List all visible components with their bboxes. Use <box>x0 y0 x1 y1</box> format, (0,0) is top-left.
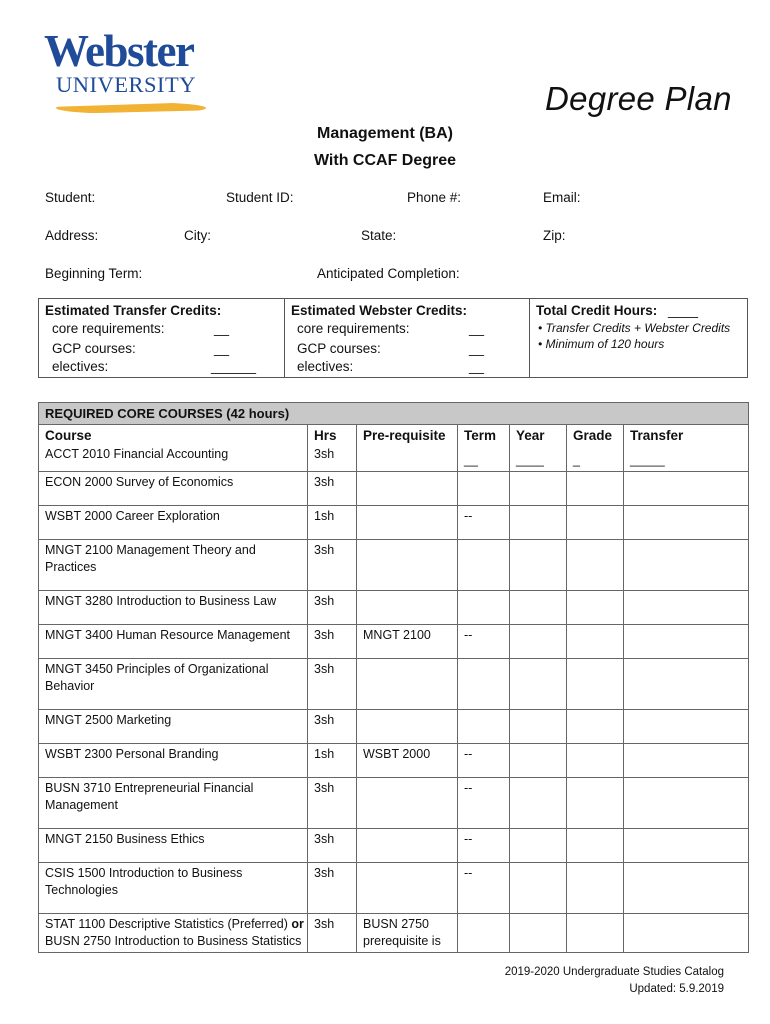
cell-term[interactable] <box>458 591 510 625</box>
cell-course: MNGT 2100 Management Theory and Practices <box>39 540 308 591</box>
cell-grade[interactable] <box>567 710 624 744</box>
cell-year[interactable] <box>510 829 567 863</box>
document-title: Degree Plan <box>545 80 732 117</box>
cell-year[interactable] <box>510 540 567 591</box>
webster-gcp-blank: __ <box>469 341 485 356</box>
table-row <box>39 744 749 778</box>
beginning-term-field-label: Beginning Term: <box>45 266 143 281</box>
cell-term[interactable]: __ <box>458 446 510 472</box>
total-bullet-text: Minimum of 120 hours <box>545 337 665 351</box>
cell-grade[interactable] <box>567 472 624 506</box>
cell-term[interactable] <box>458 710 510 744</box>
course-option-b: BUSN 2750 Introduction to Business Statistics <box>45 934 302 948</box>
column-header-transfer: Transfer <box>624 425 749 447</box>
cell-transfer[interactable] <box>624 710 749 744</box>
total-credit-hours-blank: ____ <box>668 303 699 318</box>
cell-transfer[interactable] <box>624 506 749 540</box>
column-header-prereq: Pre-requisite <box>357 425 458 447</box>
cell-course: ECON 2000 Survey of Economics <box>39 472 308 506</box>
table-row <box>39 625 749 659</box>
updated-footer: Updated: 5.9.2019 <box>629 983 724 995</box>
table-row <box>39 914 749 953</box>
cell-prereq <box>357 829 458 863</box>
bullet-icon: • <box>538 321 546 335</box>
core-courses-table <box>38 402 749 953</box>
cell-hrs: 3sh <box>308 591 357 625</box>
cell-course: MNGT 2150 Business Ethics <box>39 829 308 863</box>
cell-transfer[interactable] <box>624 472 749 506</box>
table-row <box>39 472 749 506</box>
cell-year[interactable] <box>510 472 567 506</box>
cell-year[interactable] <box>510 591 567 625</box>
cell-year[interactable] <box>510 863 567 914</box>
program-subtitle: With CCAF Degree <box>313 152 457 169</box>
logo-wordmark: Webster <box>44 26 194 76</box>
cell-grade[interactable] <box>567 659 624 710</box>
cell-year[interactable] <box>510 659 567 710</box>
address-field-label: Address: <box>45 228 99 243</box>
column-header-hrs: Hrs <box>308 425 357 447</box>
cell-course: WSBT 2000 Career Exploration <box>39 506 308 540</box>
city-field-label: City: <box>184 228 211 243</box>
logo-subtitle: UNIVERSITY <box>56 72 196 97</box>
cell-grade[interactable] <box>567 863 624 914</box>
logo-swoosh-icon <box>56 102 206 114</box>
core-courses-title-row <box>39 403 749 425</box>
webster-logo <box>44 28 214 96</box>
cell-course: MNGT 3450 Principles of Organizational Behavior <box>39 659 308 710</box>
total-bullet-item <box>538 321 730 335</box>
transfer-credits-section <box>39 299 284 377</box>
cell-transfer[interactable] <box>624 778 749 829</box>
cell-grade[interactable] <box>567 778 624 829</box>
credits-summary-box <box>38 298 748 378</box>
cell-hrs: 3sh <box>308 778 357 829</box>
cell-prereq: WSBT 2000 <box>357 744 458 778</box>
transfer-electives-blank: ______ <box>211 359 257 374</box>
cell-course: WSBT 2300 Personal Branding <box>39 744 308 778</box>
table-row <box>39 659 749 710</box>
course-option-a: STAT 1100 Descriptive Statistics (Preferred) <box>45 917 288 931</box>
cell-prereq <box>357 659 458 710</box>
cell-transfer[interactable] <box>624 659 749 710</box>
cell-prereq <box>357 540 458 591</box>
cell-transfer[interactable] <box>624 625 749 659</box>
cell-grade[interactable] <box>567 506 624 540</box>
cell-course <box>39 914 308 953</box>
email-field-label: Email: <box>543 190 581 205</box>
column-header-term: Term <box>458 425 510 447</box>
cell-term[interactable]: -- <box>458 625 510 659</box>
cell-year[interactable] <box>510 710 567 744</box>
table-row <box>39 710 749 744</box>
table-row <box>39 506 749 540</box>
cell-course: CSIS 1500 Introduction to Business Technologies <box>39 863 308 914</box>
cell-transfer[interactable]: _____ <box>624 446 749 472</box>
cell-blank[interactable] <box>567 914 624 953</box>
total-bullet-text: Transfer Credits + Webster Credits <box>545 321 731 335</box>
cell-prereq: MNGT 2100 <box>357 625 458 659</box>
cell-transfer[interactable] <box>624 591 749 625</box>
cell-year[interactable]: ____ <box>510 446 567 472</box>
cell-hrs: 3sh <box>308 710 357 744</box>
cell-year[interactable] <box>510 506 567 540</box>
cell-grade[interactable] <box>567 591 624 625</box>
cell-course: MNGT 2500 Marketing <box>39 710 308 744</box>
program-name: Management (BA) <box>316 125 453 142</box>
student-field-label: Student: <box>45 190 96 205</box>
cell-term[interactable]: -- <box>458 863 510 914</box>
cell-prereq <box>357 591 458 625</box>
cell-transfer[interactable] <box>624 863 749 914</box>
zip-field-label: Zip: <box>543 228 566 243</box>
cell-blank[interactable] <box>458 914 510 953</box>
cell-hrs: 3sh <box>308 472 357 506</box>
cell-transfer[interactable] <box>624 744 749 778</box>
table-row <box>39 591 749 625</box>
cell-hrs: 3sh <box>308 625 357 659</box>
cell-year[interactable] <box>510 625 567 659</box>
table-row <box>39 446 749 472</box>
webster-credits-heading: Estimated Webster Credits: <box>291 303 468 318</box>
webster-electives-blank: __ <box>469 359 485 374</box>
cell-term[interactable]: -- <box>458 778 510 829</box>
webster-credits-section <box>284 299 529 377</box>
cell-grade[interactable] <box>567 829 624 863</box>
cell-grade[interactable] <box>567 625 624 659</box>
cell-year[interactable] <box>510 778 567 829</box>
column-header-grade: Grade <box>567 425 624 447</box>
cell-hrs: 3sh <box>308 863 357 914</box>
or-conjunction: or <box>291 917 304 931</box>
total-credits-section <box>529 299 748 377</box>
transfer-core-label: core requirements: <box>52 321 165 336</box>
cell-prereq <box>357 472 458 506</box>
cell-course: BUSN 3710 Entrepreneurial Financial Management <box>39 778 308 829</box>
cell-term[interactable] <box>458 472 510 506</box>
table-row <box>39 540 749 591</box>
catalog-footer: 2019-2020 Undergraduate Studies Catalog <box>504 966 724 978</box>
cell-prereq <box>357 710 458 744</box>
transfer-credits-heading: Estimated Transfer Credits: <box>45 303 222 318</box>
cell-term[interactable]: -- <box>458 829 510 863</box>
cell-hrs: 1sh <box>308 506 357 540</box>
cell-grade[interactable] <box>567 744 624 778</box>
cell-hrs: 3sh <box>308 829 357 863</box>
transfer-gcp-blank: __ <box>214 341 230 356</box>
column-header-row <box>39 425 749 447</box>
table-row <box>39 778 749 829</box>
total-credit-hours-heading: Total Credit Hours: <box>536 303 658 318</box>
cell-year[interactable] <box>510 744 567 778</box>
table-row <box>39 829 749 863</box>
core-courses-title: REQUIRED CORE COURSES (42 hours) <box>39 403 749 425</box>
cell-blank[interactable] <box>510 914 567 953</box>
cell-term[interactable] <box>458 540 510 591</box>
cell-hrs: 3sh <box>308 914 357 953</box>
column-header-course: Course <box>39 425 308 447</box>
cell-transfer[interactable] <box>624 540 749 591</box>
total-bullet-item <box>538 337 664 351</box>
cell-hrs: 3sh <box>308 659 357 710</box>
transfer-gcp-label: GCP courses: <box>52 341 136 356</box>
column-header-year: Year <box>510 425 567 447</box>
cell-prereq <box>357 863 458 914</box>
student-id-field-label: Student ID: <box>226 190 294 205</box>
webster-core-blank: __ <box>469 321 485 336</box>
cell-course: MNGT 3400 Human Resource Management <box>39 625 308 659</box>
cell-term[interactable]: -- <box>458 744 510 778</box>
cell-prereq <box>357 446 458 472</box>
bullet-icon: • <box>538 337 546 351</box>
cell-grade[interactable] <box>567 540 624 591</box>
anticipated-completion-field-label: Anticipated Completion: <box>317 266 460 281</box>
webster-core-label: core requirements: <box>297 321 410 336</box>
cell-transfer[interactable] <box>624 829 749 863</box>
cell-term[interactable]: -- <box>458 506 510 540</box>
webster-electives-label: electives: <box>297 359 354 374</box>
cell-prereq <box>357 778 458 829</box>
cell-term[interactable] <box>458 659 510 710</box>
transfer-core-blank: __ <box>214 321 230 336</box>
webster-gcp-label: GCP courses: <box>297 341 381 356</box>
cell-grade[interactable]: _ <box>567 446 624 472</box>
cell-prereq <box>357 506 458 540</box>
cell-course: ACCT 2010 Financial Accounting <box>39 446 308 472</box>
cell-course: MNGT 3280 Introduction to Business Law <box>39 591 308 625</box>
phone-field-label: Phone #: <box>407 190 462 205</box>
cell-hrs: 3sh <box>308 446 357 472</box>
cell-blank[interactable] <box>624 914 749 953</box>
cell-prereq: BUSN 2750 prerequisite is <box>357 914 458 953</box>
cell-hrs: 3sh <box>308 540 357 591</box>
table-row <box>39 863 749 914</box>
transfer-electives-label: electives: <box>52 359 109 374</box>
state-field-label: State: <box>361 228 397 243</box>
cell-hrs: 1sh <box>308 744 357 778</box>
